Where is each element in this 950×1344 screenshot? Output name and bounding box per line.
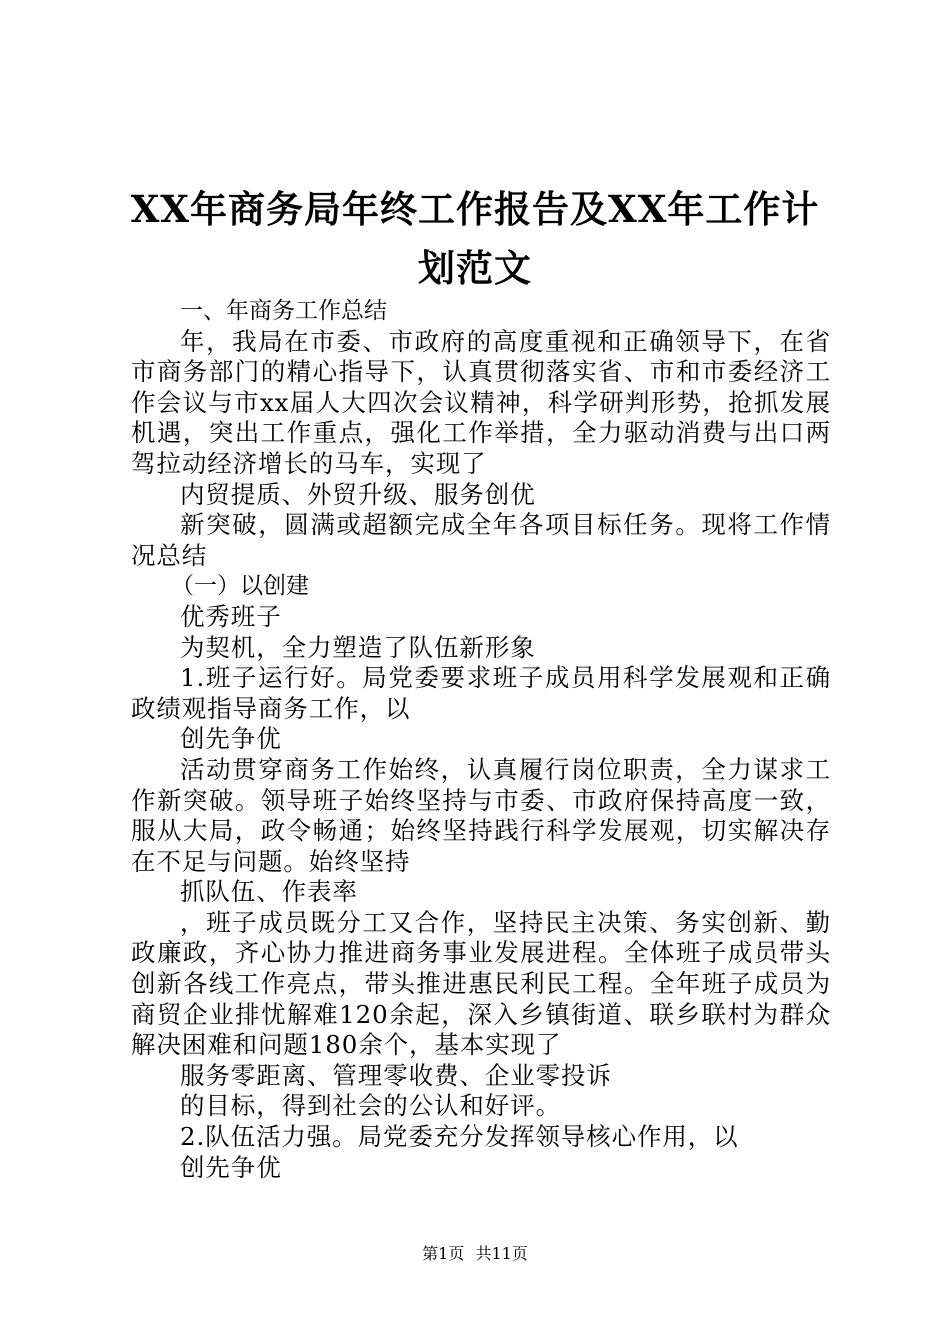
page-footer <box>0 1244 950 1264</box>
paragraph: 内贸提质、外贸升级、服务创优 <box>180 479 536 509</box>
paragraph: 的目标，得到社会的公认和好评。 <box>180 1091 561 1121</box>
document-body <box>131 296 831 1183</box>
document-title: XX年商务局年终工作报告及XX年工作计划范文 <box>130 187 820 290</box>
paragraph: 抓队伍、作表率 <box>180 877 358 907</box>
paragraph: 优秀班子 <box>180 601 282 631</box>
paragraph: 1.班子运行好。局党委要求班子成员用科学发展观和正确政绩观指导商务工作，以 <box>131 663 831 723</box>
paragraph: 为契机，全力塑造了队伍新形象 <box>180 632 536 662</box>
paragraph: 活动贯穿商务工作始终，认真履行岗位职责，全力谋求工作新突破。领导班子始终坚持与市委、市政府保持高度一致，服从大局，政令畅通；始终坚持践行科学发展观，切实解决存在不足与问题。始终坚持 <box>131 754 831 876</box>
paragraph: 年，我局在市委、市政府的高度重视和正确领导下，在省市商务部门的精心指导下，认真贯彻落实省、市和市委经济工作会议与市xx届人大四次会议精神，科学研判形势，抢抓发展机遇，突出工作重点，强化工作举措，全力驱动消费与出口两驾拉动经济增长的马车，实现了 <box>131 326 831 478</box>
paragraph: 新突破，圆满或超额完成全年各项目标任务。现将工作情况总结 <box>131 510 831 570</box>
paragraph: 服务零距离、管理零收费、企业零投诉 <box>180 1060 612 1090</box>
section-heading: 一、年商务工作总结 <box>180 298 387 324</box>
paragraph: 2.队伍活力强。局党委充分发挥领导核心作用，以 <box>180 1122 739 1152</box>
page-number: 第1页 <box>422 1244 465 1263</box>
paragraph: 创先争优 <box>180 1152 282 1182</box>
page-total: 共11页 <box>475 1244 528 1263</box>
paragraph: 创先争优 <box>180 724 282 754</box>
paragraph: ，班子成员既分工又合作，坚持民主决策、务实创新、勤政廉政，齐心协力推进商务事业发展进程。全体班子成员带头创新各线工作亮点，带头推进惠民利民工程。全年班子成员为商贸企业排忧解难120余起，深入乡镇街道、联乡联村为群众解决困难和问题180余个，基本实现了 <box>131 907 831 1060</box>
subsection-heading: （一）以创建 <box>171 573 309 600</box>
